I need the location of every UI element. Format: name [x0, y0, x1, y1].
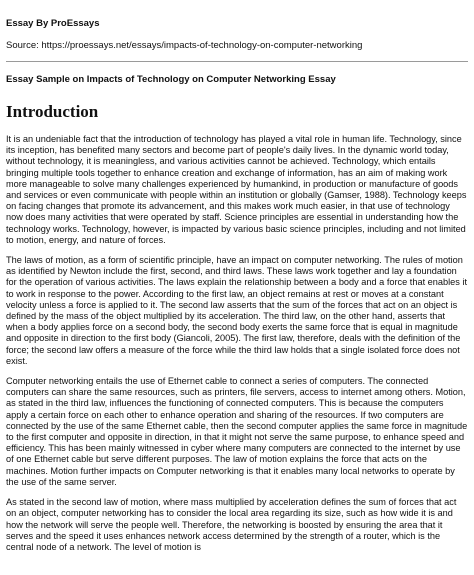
source-line: Source: https://proessays.net/essays/impacts-of-technology-on-computer-networking [6, 40, 363, 51]
paragraph: As stated in the second law of motion, where mass multiplied by acceleration defines the sum of forces that act on an object, computer networking has to consider the local area regarding its size, such as how wide it is and how the network will serve the people well. Therefore, the networking is boosted by ensuring the area that it serves and the speed it uses enhances network access determined by the strength of a router, which is the central node of a network. The level of motion is [6, 497, 457, 552]
paragraph: It is an undeniable fact that the introduction of technology has played a vital role in human life. Technology, since its inception, has benefited many sectors and become part of people's daily lives. In the dynamic world today, without technology, it is meaningless, and various activities cannot be achieved. Technology, which entails bringing multiple tools together to enhance creation and exchange of information, has an aim of making work more manageable to solve many challenges experienced by humankind, in production or manufacture of goods and services or even communicate with people within an institution or globally (Gamser, 1988). Technology keeps on facing changes that promote its advancement, and this makes work much easier, in that use of technology now does many activities that were operated by staff. Science principles are essential in understanding how the technology works. Technology, however, is impacted by various basic science principles, including and not limited to motion, energy, and nature of forces. [6, 134, 467, 245]
section-heading-introduction: Introduction [6, 102, 99, 121]
essay-title: Essay Sample on Impacts of Technology on Computer Networking Essay [6, 74, 336, 85]
header-divider [6, 61, 468, 62]
paragraph: Computer networking entails the use of Ethernet cable to connect a series of computers. The connected computers can share the same resources, such as printers, file servers, access to internet among others. Motion, as stated in the third law, influences the functioning of connected computers. This is because the computers apply a certain force on each other to enhance operation and sharing of the resources. If two computers are connected by the use of the same Ethernet cable, then the second computer applies the same force in magnitude to the first computer and opposite in direction, in that it might not serve the same purpose, to enhance speed and efficiency. This has been mainly witnessed in cyber where many computers are connected to the internet by use of one Ethernet cable but serve different purposes. The law of motion explains the force that acts on the machines. Motion further impacts on Computer networking is that it enables many local networks to operate by the use of the same server. [6, 376, 468, 487]
paragraph: The laws of motion, as a form of scientific principle, have an impact on computer networking. The rules of motion as identified by Newton include the first, second, and third laws. These laws work together and lay a foundation for the operation of various activities. The laws explain the relationship between a body and a force that enables it to work in response to the power. According to the first law, an object remains at rest or moves at a constant velocity unless a force is applied to it. The second law asserts that the sum of the forces that act on an object is defined by the mass of the object multiplied by its acceleration. The third law, on the other hand, asserts that when a body applies force on a second body, the second body exerts the same force that is equal in magnitude and opposite in direction to the first body (Giancoli, 2005). The first law, therefore, deals with the definition of the force; the second law offers a measure of the force while the third law holds that a single isolated force does not exist. [6, 255, 468, 366]
site-brand: Essay By ProEssays [6, 18, 100, 29]
